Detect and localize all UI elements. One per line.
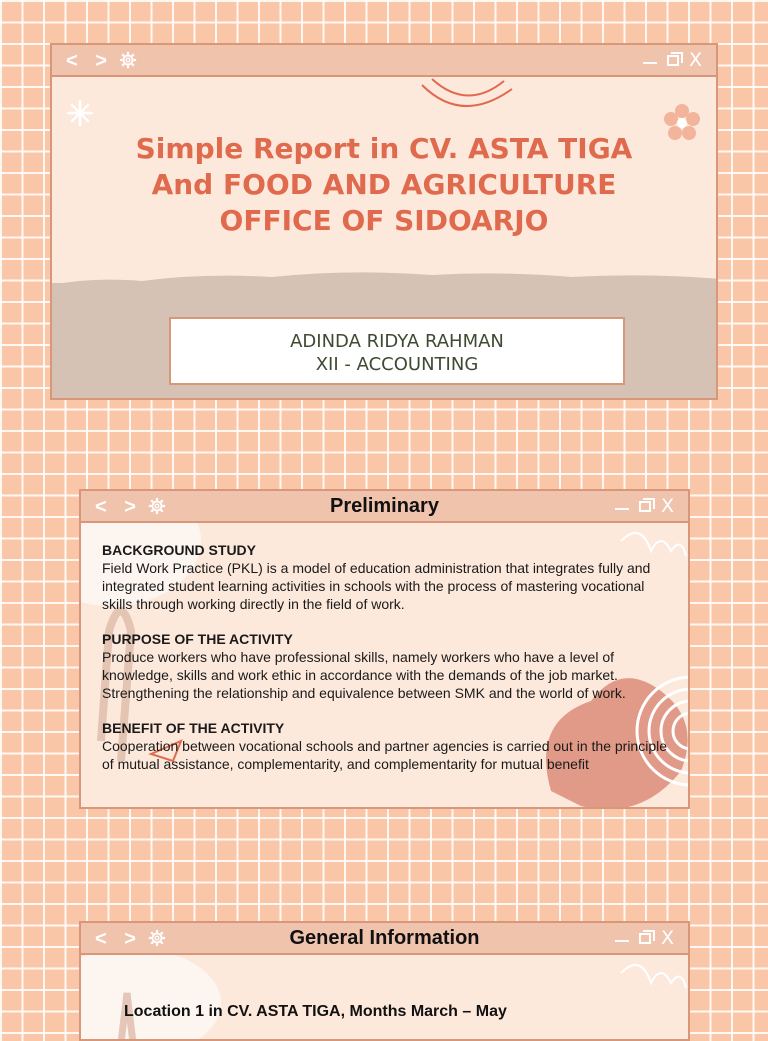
preliminary-content: [102, 541, 670, 790]
sparkle-icon: [66, 99, 94, 127]
nav-arrows[interactable]: < >: [66, 50, 113, 72]
section-body: Cooperation between vocational schools and partner agencies is carried out in the principle of mutual assistance, complementarity, and complementarity for mutual benefit: [102, 738, 668, 772]
nav-arrows[interactable]: < >: [95, 496, 142, 518]
preliminary-titlebar: [81, 491, 688, 523]
general-titlebar: [81, 923, 688, 955]
maximize-icon[interactable]: [639, 501, 651, 512]
section-heading: BENEFIT OF THE ACTIVITY: [102, 720, 285, 736]
minimize-icon[interactable]: [615, 508, 629, 510]
cover-window: [50, 43, 718, 400]
section-body: Field Work Practice (PKL) is a model of education administration that integrates fully and integrated student learning activities in schools with the process of mastering vocational skills through working directly in the field of work.: [102, 560, 651, 612]
close-icon[interactable]: X: [688, 49, 702, 71]
location-1-text: Location 1 in CV. ASTA TIGA, Months March – May: [124, 1003, 507, 1020]
preliminary-window: [79, 489, 690, 809]
author-name: ADINDA RIDYA RAHMAN: [290, 331, 504, 352]
close-icon[interactable]: X: [660, 495, 674, 517]
author-class: XII - ACCOUNTING: [315, 354, 479, 375]
maximize-icon[interactable]: [667, 55, 679, 66]
section-heading: BACKGROUND STUDY: [102, 542, 256, 558]
report-title: Simple Report in CV. ASTA TIGA And FOOD AND AGRICULTURE OFFICE OF SIDOARJO: [135, 132, 633, 237]
arc-decoration: [412, 75, 532, 125]
nav-arrows[interactable]: < >: [95, 928, 142, 950]
minimize-icon[interactable]: [643, 62, 657, 64]
background-decoration: [81, 953, 690, 1041]
section-body: Produce workers who have professional skills, namely workers who have a level of knowledge, skills and work ethic in accordance with the demands of the job market. Strengthening the relationship and equivalence between SMK and the world of work.: [102, 649, 626, 701]
window-title: General Information: [289, 927, 480, 949]
gear-icon[interactable]: [119, 51, 137, 69]
cover-titlebar: [52, 45, 716, 77]
maximize-icon[interactable]: [639, 933, 651, 944]
brush-edge: [52, 267, 718, 291]
section-heading: PURPOSE OF THE ACTIVITY: [102, 631, 293, 647]
author-box: [169, 317, 625, 385]
flower-icon: [662, 103, 702, 143]
minimize-icon[interactable]: [615, 940, 629, 942]
general-info-window: [79, 921, 690, 1041]
close-icon[interactable]: X: [660, 927, 674, 949]
window-title: Preliminary: [330, 495, 439, 517]
